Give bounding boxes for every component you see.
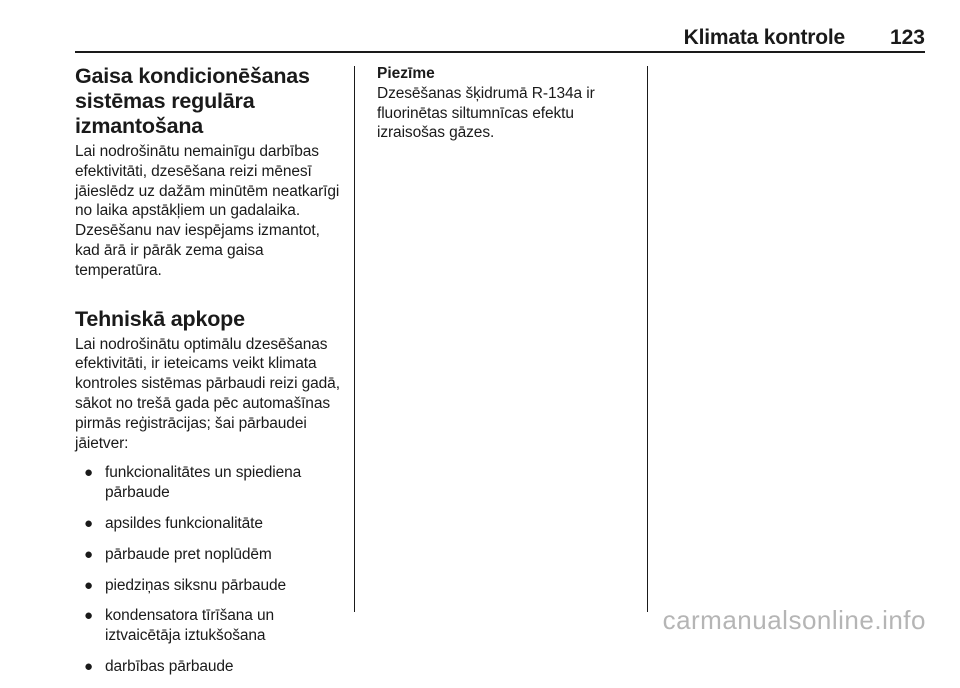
list-item: ● pārbaude pret noplūdēm	[84, 545, 272, 563]
section-heading-maintenance: Tehniskā apkope	[75, 306, 245, 331]
column-divider-2	[647, 66, 648, 612]
note-label: Piezīme	[377, 65, 435, 82]
section-body-ac-usage: Lai nodrošinātu nemainīgu darbības efektivitāti, dzesēšana reizi mēnesī jāieslēdz uz dažām minūtēm neatkarīgi no laika apstākļiem un gadalaika. Dzesēšanu nav iespējams izmantot, kad ārā ir pārāk zema gaisa temperatūra.	[75, 143, 340, 279]
maintenance-checklist	[75, 463, 343, 676]
list-item: ● piedziņas siksnu pārbaude	[84, 576, 287, 594]
list-item: ● kondensatora tīrīšana un iztvaicētāja iztukšošana	[84, 607, 275, 645]
bullet-icon: ●	[84, 657, 93, 675]
note-text: Dzesēšanas šķidrumā R-134a ir fluorinētas siltumnīcas efektu izraisošas gāzes.	[377, 84, 595, 142]
bullet-icon: ●	[84, 464, 93, 482]
section-heading-ac-usage: Gaisa kondicionēšanas sistēmas regulāra izmantošana	[75, 64, 310, 138]
bullet-icon: ●	[84, 545, 93, 563]
page-header	[75, 26, 925, 50]
watermark[interactable]: carmanualsonline.info	[662, 605, 926, 635]
bullet-icon: ●	[84, 607, 93, 625]
right-column	[377, 64, 639, 143]
bullet-icon: ●	[84, 576, 93, 594]
bullet-icon: ●	[84, 514, 93, 532]
list-item: ● funkcionalitātes un spiediena pārbaude	[84, 464, 302, 502]
list-item: ● apsildes funkcionalitāte	[84, 514, 263, 532]
column-divider-1	[354, 66, 355, 612]
page-number: 123	[889, 26, 925, 49]
header-rule	[75, 51, 925, 53]
header-title: Klimata kontrole	[683, 26, 845, 49]
left-column	[75, 64, 343, 688]
list-item: ● darbības pārbaude	[84, 657, 234, 675]
section-body-maintenance: Lai nodrošinātu optimālu dzesēšanas efektivitāti, ir ieteicams veikt klimata kontroles sistēmas pārbaudi reizi gadā, sākot no trešā gada pēc automašīnas pirmās reģistrācijas; šai pārbaudei jāietver:	[75, 335, 340, 452]
